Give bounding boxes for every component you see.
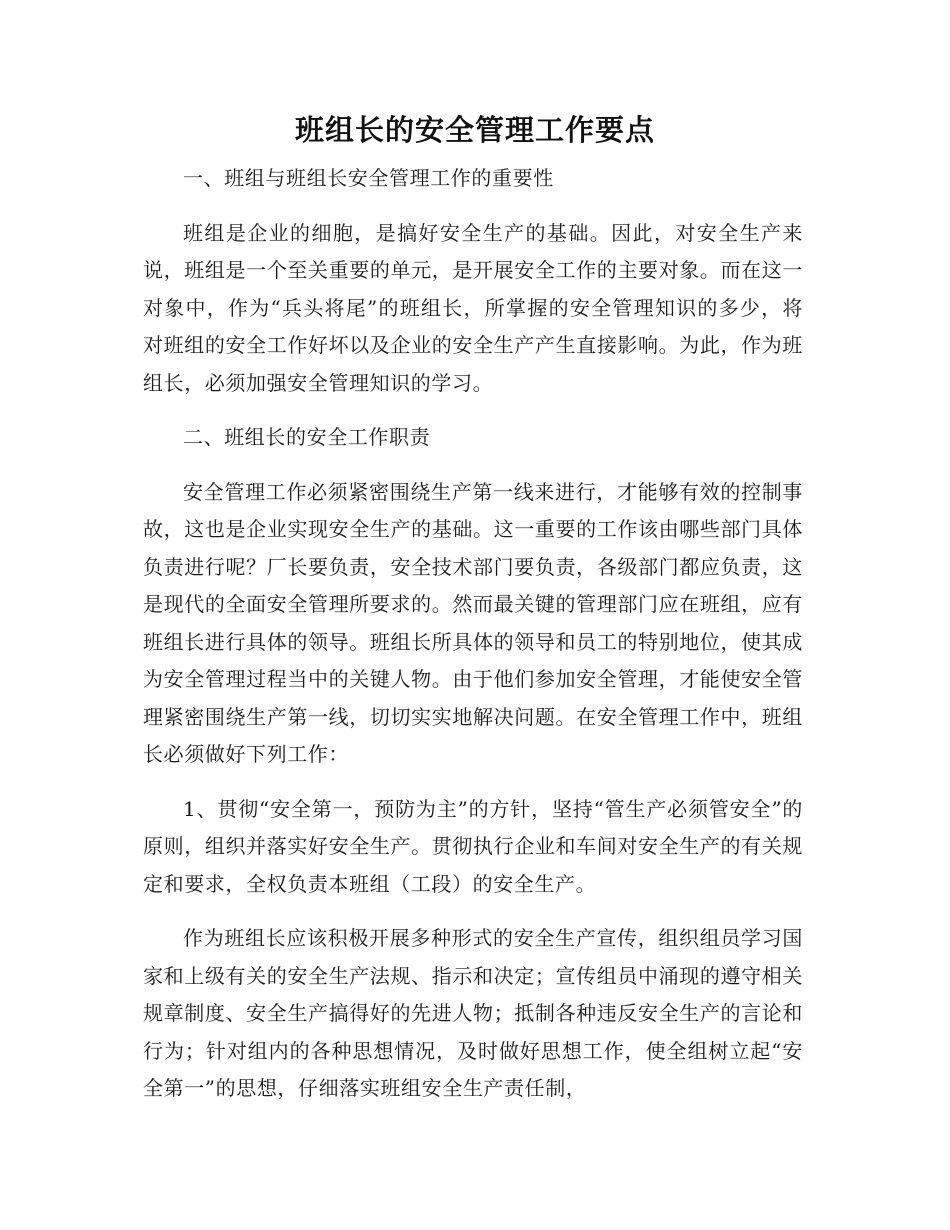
paragraph-duties: 安全管理工作必须紧密围绕生产第一线来进行，才能够有效的控制事故，这也是企业实现安全生产的基础。这一重要的工作该由哪些部门具体负责进行呢？厂长要负责，安全技术部门要负责，各级部门都应负责，这是现代的全面安全管理所要求的。然而最关键的管理部门应在班组，应有班组长进行具体的领导。班组长所具体的领导和员工的特别地位，使其成为安全管理过程当中的关键人物。由于他们参加安全管理，才能使安全管理紧密围绕生产第一线，切切实实地解决问题。在安全管理工作中，班组长必须做好下列工作： xyxy=(143,479,803,766)
document-body xyxy=(143,160,803,1125)
paragraph-publicity: 作为班组长应该积极开展多种形式的安全生产宣传，组织组员学习国家和上级有关的安全生产法规、指示和决定；宣传组员中涌现的遵守相关规章制度、安全生产搞得好的先进人物；抵制各种违反安全生产的言论和行为；针对组内的各种思想情况，及时做好思想工作，使全组树立起“安全第一”的思想，仔细落实班组安全生产责任制， xyxy=(143,926,803,1100)
document-title: 班组长的安全管理工作要点 xyxy=(294,113,655,147)
paragraph-item-1: 1、贯彻“安全第一，预防为主”的方针，坚持“管生产必须管安全”的原则，组织并落实好安全生产。贯彻执行企业和车间对安全生产的有关规定和要求，全权负责本班组（工段）的安全生产。 xyxy=(143,796,803,896)
paragraph-importance: 班组是企业的细胞，是搞好安全生产的基础。因此，对安全生产来说，班组是一个至关重要的单元，是开展安全工作的主要对象。而在这一对象中，作为“兵头将尾”的班组长，所掌握的安全管理知识的多少，将对班组的安全工作好坏以及企业的安全生产产生直接影响。为此，作为班组长，必须加强安全管理知识的学习。 xyxy=(143,220,803,395)
section-heading-importance: 一、班组与班组长安全管理工作的重要性 xyxy=(183,166,554,190)
section-heading-duties: 二、班组长的安全工作职责 xyxy=(183,425,431,449)
